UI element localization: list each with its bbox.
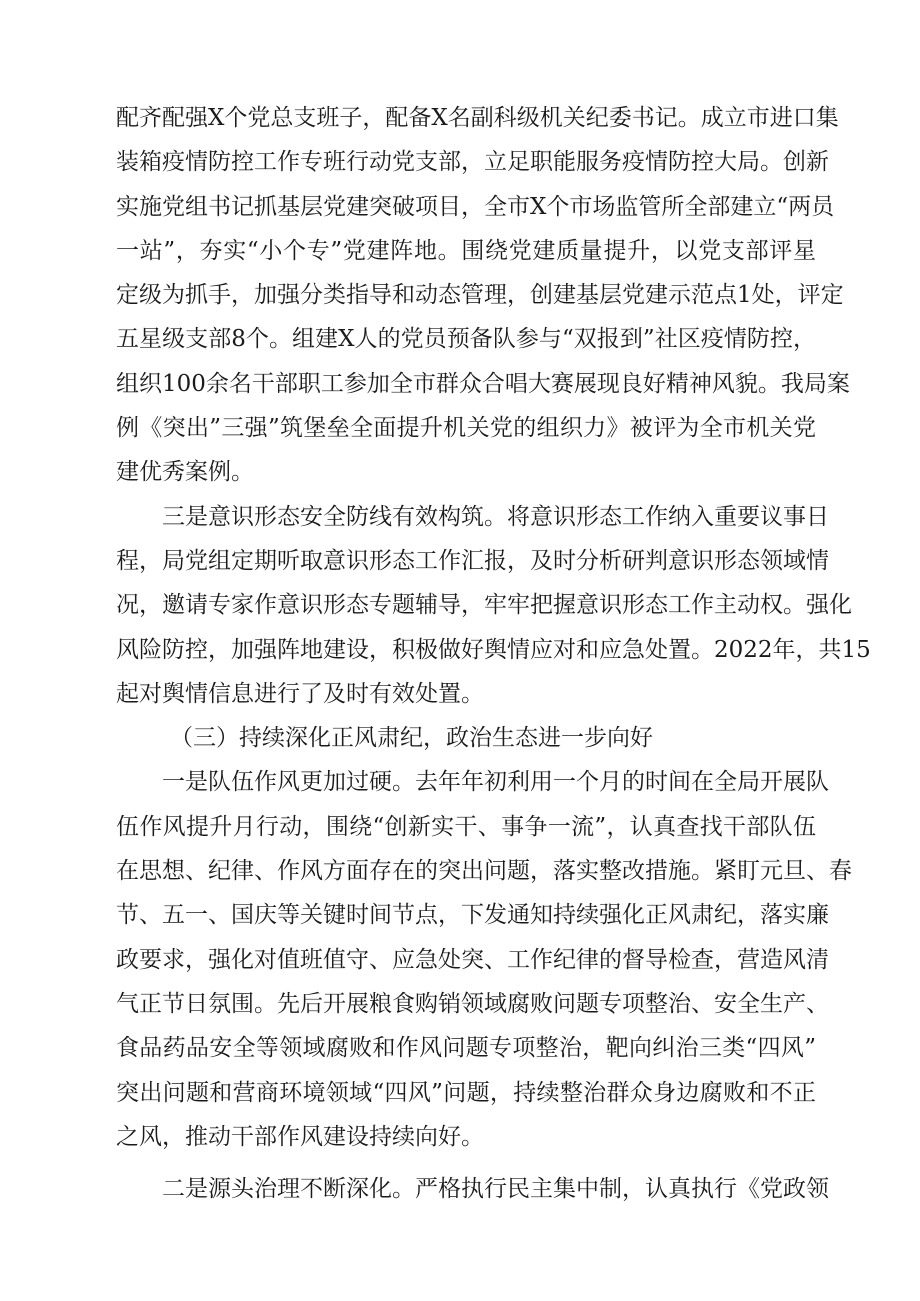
text-line: 况，邀请专家作意识形态专题辅导，牢牢把握意识形态工作主动权。强化 [116,592,852,619]
text-line: 气正节日氛围。先后开展粮食购销领域腐败问题专项整治、安全生产、 [116,990,829,1017]
text-line-last: 起对舆情信息进行了及时有效处置。 [116,680,484,707]
text-line: 五星级支部8个。组建X人的党员预备队参与“双报到”社区疫情防控， [116,326,816,353]
paragraph-gap [116,1159,816,1167]
text-line-last: 之风，推动干部作风建设持续向好。 [116,1123,484,1150]
text-line: 伍作风提升月行动，围绕“创新实干、事争一流”，认真查找干部队伍 [116,813,816,840]
text-line: 程，局党组定期听取意识形态工作汇报，及时分析研判意识形态领域情 [116,547,829,574]
text-line: 配齐配强X个党总支班子，配备X名副科级机关纪委书记。成立市进口集 [116,105,839,131]
document-body [116,96,871,1211]
text-line: 定级为抓手，加强分类指导和动态管理，创建基层党建示范点1处，评定 [116,282,844,309]
text-line: 突出问题和营商环境领域“四风”问题，持续整治群众身边腐败和不正 [116,1079,816,1106]
text-line: 节、五一、国庆等关键时间节点，下发通知持续强化正风肃纪，落实廉 [116,902,829,929]
text-line-first: 二是源头治理不断深化。严格执行民主集中制，认真执行《党政领 [162,1176,829,1203]
text-line: 组织100余名干部职工参加全市群众合唱大赛展现良好精神风貌。我局案 [116,370,850,397]
text-line: 装箱疫情防控工作专班行动党支部，立足职能服务疫情防控大局。创新 [116,149,829,176]
text-line-first: 三是意识形态安全防线有效构筑。将意识形态工作纳入重要议事日 [162,503,829,530]
text-line: 在思想、纪律、作风方面存在的突出问题，落实整改措施。紧盯元旦、春 [116,858,852,885]
text-line: 食品药品安全等领域腐败和作风问题专项整治，靶向纠治三类“四风” [116,1035,816,1062]
paragraph-ideology [116,495,871,716]
paragraph-team-style [116,760,852,1159]
section-heading: （三）持续深化正风肃纪，政治生态进一步向好 [170,725,653,752]
text-line-last: 建优秀案例。 [116,459,254,486]
text-line: 一站”，夯实“小个专”党建阵地。围绕党建质量提升，以党支部评星 [116,237,816,264]
text-line: 风险防控，加强阵地建设，积极做好舆情应对和应急处置。2022年，共15 [116,636,871,663]
text-line-first: 一是队伍作风更加过硬。去年年初利用一个月的时间在全局开展队 [162,769,829,796]
text-line: 例《突出”三强”筑堡垒全面提升机关党的组织力》被评为全市机关党 [116,415,816,442]
text-line: 实施党组书记抓基层党建突破项目，全市X个市场监管所全部建立“两员 [116,193,835,220]
text-line: 政要求，强化对值班值守、应急处突、工作纪律的督导检查，营造风清 [116,946,829,973]
paragraph-source-governance [116,1167,829,1211]
paragraph-party-building [116,96,850,495]
